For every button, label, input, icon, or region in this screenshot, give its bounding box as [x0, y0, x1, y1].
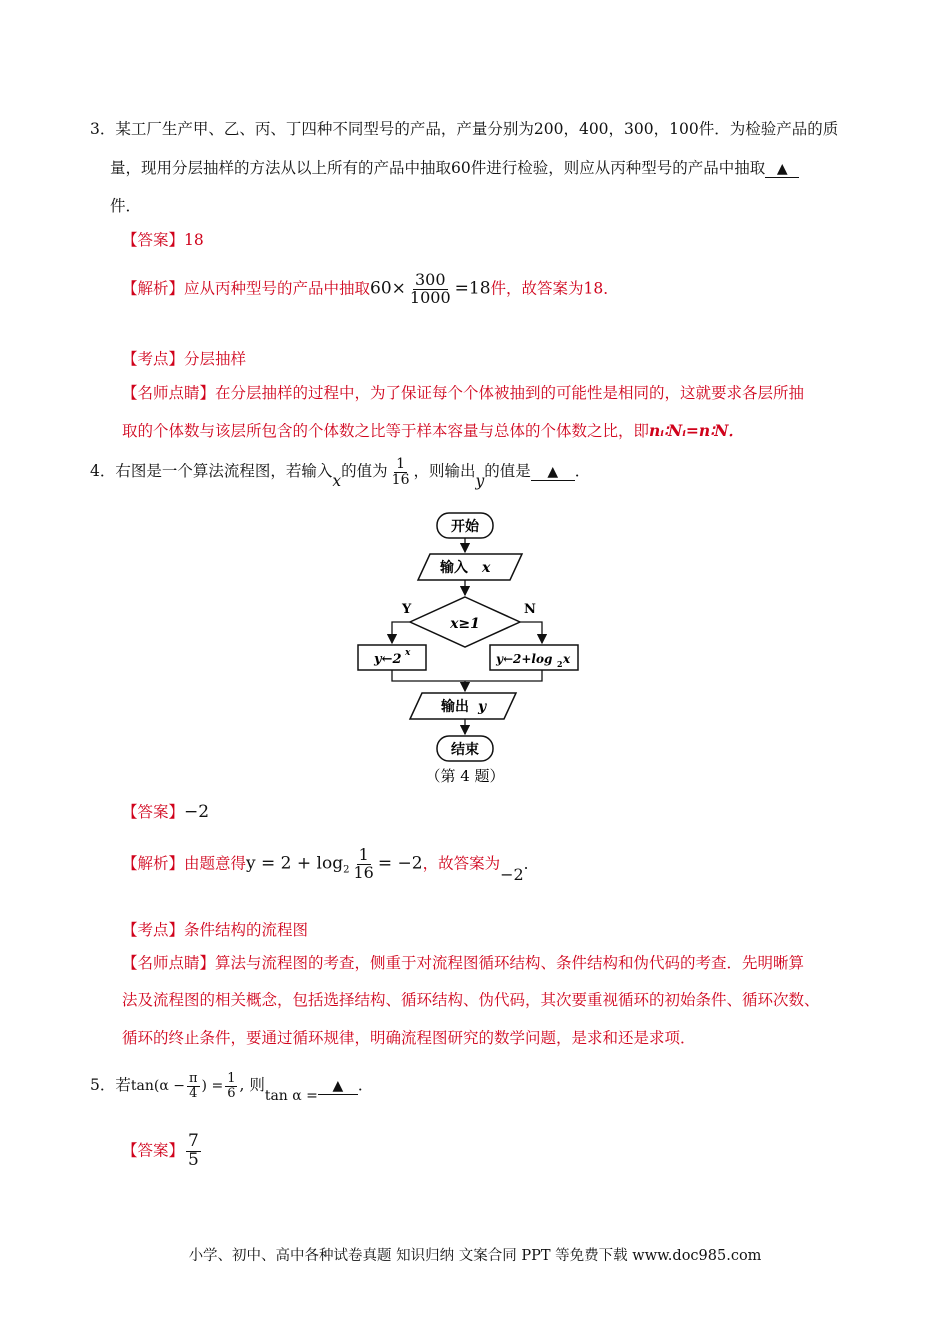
flow-yes-expr: y←2	[374, 652, 402, 667]
q4-analysis-subscript: 2	[343, 864, 350, 876]
q5-answer-tag: 【答案】	[122, 1141, 185, 1160]
q3-point-tag: 【考点】	[122, 350, 185, 368]
q3-blank-triangle: ▲	[776, 161, 788, 177]
q3-answer-blank	[765, 159, 799, 178]
q5-answer-num: 7	[188, 1131, 199, 1151]
q4-analysis-post: ，故答案为	[422, 854, 501, 873]
flow-condition: x≥1	[450, 616, 480, 632]
flow-output-var: y	[478, 699, 487, 715]
q4-point-tag: 【考点】	[122, 921, 185, 939]
q3-frac-den: 1000	[409, 287, 451, 307]
q5-text-end: ．	[357, 1076, 374, 1095]
q3-tip-ratio: nᵢ∶Nᵢ=n∶N．	[649, 421, 744, 440]
q5-answer-den: 5	[188, 1149, 199, 1170]
q4-tip-line1	[122, 951, 804, 973]
q3-point-value: 分层抽样	[184, 350, 247, 368]
q3-line3: 件．	[110, 197, 142, 215]
q5-blank-triangle: ▲	[332, 1078, 344, 1095]
q4-input-fraction	[390, 457, 412, 487]
flow-no-expr: y←2+log	[496, 652, 553, 666]
flow-caption: （第 4 题）	[425, 767, 505, 785]
q4-frac-num: 1	[396, 456, 406, 472]
q3-point	[122, 347, 246, 369]
q3-analysis-tag: 【解析】	[122, 279, 185, 298]
q4-var-y: y	[475, 472, 485, 491]
q4-analysis-frac-num: 1	[358, 845, 369, 864]
page-footer: 小学、初中、高中各种试卷真题 知识归纳 文案合同 PPT 等免费下载 www.doc985.com	[188, 1248, 762, 1264]
flow-end-label: 结束	[451, 742, 479, 758]
q3-tip-text-1: 在分层抽样的过程中，为了保证每个个体被抽到的可能性是相同的，这就要求各层所抽	[215, 384, 805, 402]
q4-tip-line3: 循环的终止条件，要通过循环规律，明确流程图研究的数学问题，是求和还是求项．	[122, 1029, 696, 1047]
flow-no-var: x	[563, 652, 571, 666]
q3-line2	[110, 156, 799, 178]
q5-pi-fraction	[187, 1072, 200, 1100]
flow-no-subscript: 2	[557, 659, 563, 669]
q4-answer	[122, 800, 209, 822]
q5-value-fraction	[225, 1072, 237, 1100]
q4-text-mid2: ，则输出	[413, 462, 476, 481]
q4-number: 4．	[90, 462, 116, 481]
q4-analysis-frac-den: 16	[353, 862, 374, 882]
q4-analysis-text: 由题意得	[184, 854, 247, 873]
q5-text-mid: , 则	[239, 1076, 265, 1095]
flow-input-var: x	[482, 560, 491, 576]
q4-frac-den: 16	[391, 471, 410, 488]
q4-text-pre: 右图是一个算法流程图，若输入	[115, 462, 333, 481]
q3-tip-text-2: 取的个体数与该层所包含的个体数之比等于样本容量与总体的个体数之比，即	[122, 422, 650, 440]
q3-analysis-expr-left: 60×	[370, 278, 406, 299]
q4-line1	[90, 456, 591, 491]
q4-flowchart	[350, 505, 590, 790]
q4-analysis-expr-left: y = 2 + log	[246, 853, 344, 874]
q4-answer-tag: 【答案】	[122, 803, 185, 821]
q3-tip-line2	[122, 419, 744, 441]
q3-tip-line1	[122, 381, 804, 403]
q4-analysis	[122, 845, 540, 885]
flow-yes-label: Y	[402, 602, 412, 617]
q5-expr-left: tan(α −	[130, 1078, 185, 1095]
q4-analysis-tag: 【解析】	[122, 854, 185, 873]
q3-analysis-fraction	[408, 272, 453, 307]
q3-analysis-post: 件，故答案为18．	[490, 279, 619, 298]
q5-line1	[90, 1071, 374, 1105]
q4-analysis-expr-right: = −2	[377, 853, 423, 874]
q5-expr-mid: ) =	[201, 1078, 224, 1095]
q3-number: 3．	[90, 120, 116, 138]
q3-answer	[122, 228, 204, 250]
q3-answer-value: 18	[184, 231, 204, 249]
q5-frac-den: 6	[227, 1085, 236, 1101]
q5-text-pre: 若	[115, 1076, 131, 1095]
q4-answer-blank	[531, 462, 575, 481]
q3-analysis-text: 应从丙种型号的产品中抽取	[184, 279, 371, 298]
q5-number: 5．	[90, 1076, 116, 1095]
q4-text-mid: 的值为	[341, 462, 388, 481]
flow-input-label: 输入	[440, 560, 468, 576]
q5-answer-fraction	[186, 1133, 201, 1170]
q5-expr-right: tan α =	[264, 1088, 318, 1105]
flow-input-box	[418, 554, 522, 580]
q4-text-post: 的值是	[484, 462, 531, 481]
flow-no-label: N	[524, 602, 536, 617]
q4-point	[122, 918, 308, 940]
q3-analysis-expr-right: =18	[454, 278, 491, 299]
q3-text-1: 某工厂生产甲、乙、丙、丁四种不同型号的产品，产量分别为200，400，300，100件．为检验产品的质	[115, 120, 839, 138]
q3-text-2: 量，现用分层抽样的方法从以上所有的产品中抽取60件进行检验，则应从丙种型号的产品中抽取	[110, 159, 766, 177]
q4-tip-tag: 【名师点睛】	[122, 954, 216, 972]
q5-answer	[122, 1133, 203, 1170]
q4-tip-text-1: 算法与流程图的考查，侧重于对流程图循环结构、条件结构和伪代码的考查．先明晰算	[215, 954, 805, 972]
q3-answer-tag: 【答案】	[122, 231, 185, 249]
q4-analysis-fraction	[351, 847, 375, 882]
flow-yes-exponent: x	[405, 648, 411, 658]
q4-answer-value: −2	[184, 802, 210, 822]
q4-point-value: 条件结构的流程图	[184, 921, 309, 939]
q3-frac-num: 300	[415, 270, 446, 289]
q3-analysis	[122, 272, 619, 307]
q4-blank-triangle: ▲	[547, 464, 559, 481]
q4-tip-line2: 法及流程图的相关概念，包括选择结构、循环结构、伪代码，其次要重视循环的初始条件、循环次数、	[122, 991, 820, 1009]
q5-frac-num: 1	[227, 1071, 236, 1086]
q4-var-x: x	[332, 472, 342, 491]
q3-tip-tag: 【名师点睛】	[122, 384, 216, 402]
q5-pi-den: 4	[189, 1085, 198, 1101]
q5-pi-num: π	[188, 1071, 198, 1086]
q5-answer-blank	[318, 1076, 358, 1095]
q4-analysis-end: ．	[523, 854, 540, 873]
q3-line1	[90, 117, 838, 139]
q4-analysis-value: −2	[500, 865, 524, 885]
q4-text-end: ．	[574, 462, 591, 481]
flow-output-label: 输出	[441, 699, 469, 715]
flow-start-label: 开始	[451, 519, 479, 535]
